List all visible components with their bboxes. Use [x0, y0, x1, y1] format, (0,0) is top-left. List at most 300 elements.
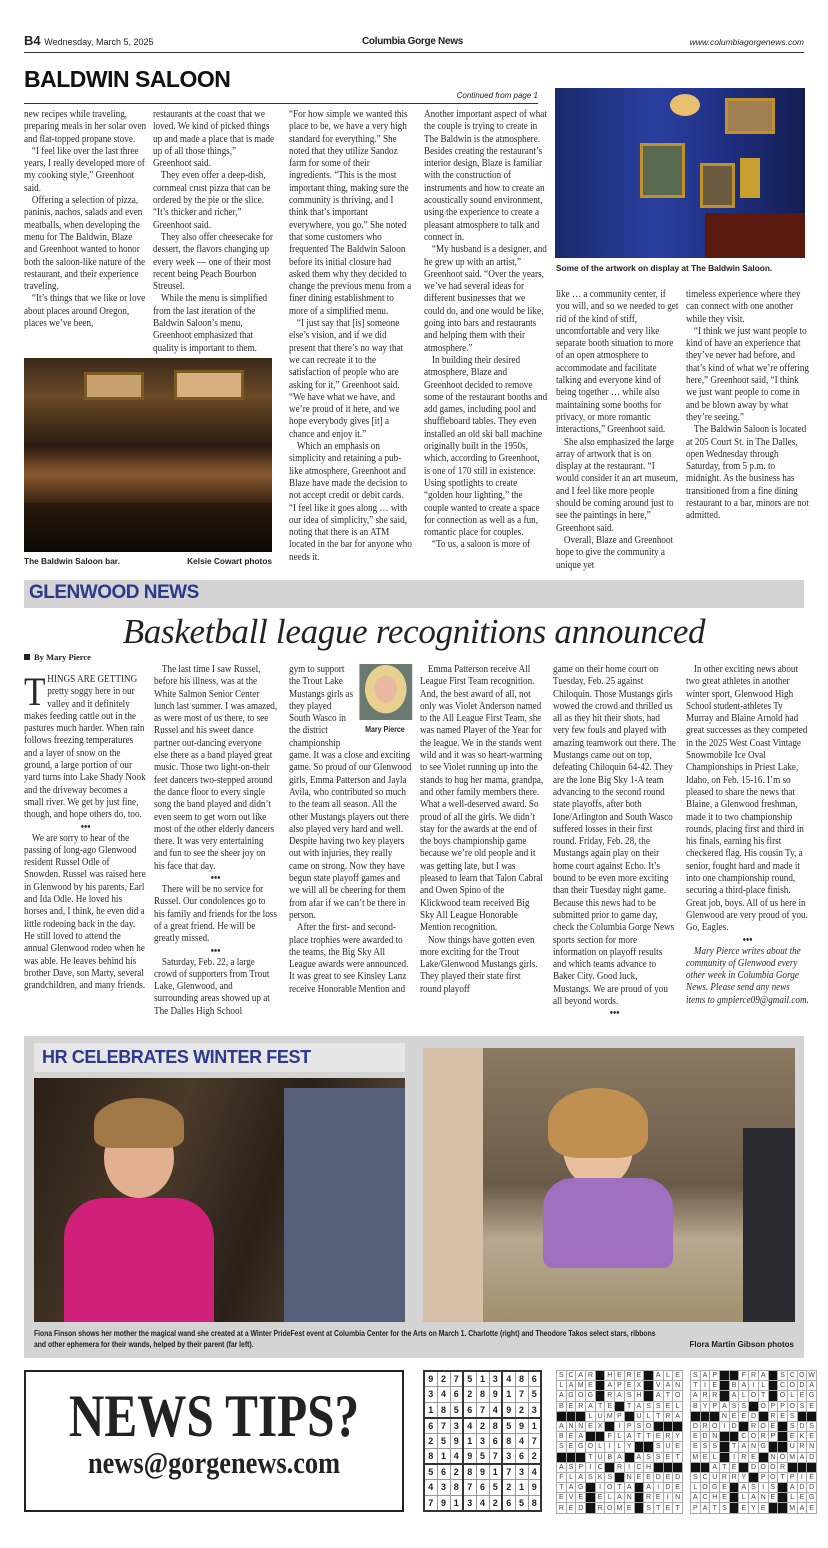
- sudoku-cell: 5: [502, 1418, 515, 1434]
- paragraph: gym to support the Trout Lake Mustangs girls as they played South Wasco in the district championship game. It was a close and exciting game. So proud of our Glenwood girls, Emma Patterson and Jayla Avila, who contributed so much to the team all season. All the other Mustangs players out there also played very hard and well. Despite having two key players out with injuries, they really came on strong. Now they have begun state playoff games and we will all be cheering for them from afar if we can’t be there in person.: [289, 664, 412, 921]
- crossword-cell: O: [586, 1442, 596, 1452]
- paragraph: In other exciting news about two great athletes in another winter sport, Glenwood High School student-athletes Ty Murray and Blaine Arnold had great successes as they competed in the 2025 West Coast Vintage Snowmobile Ice Oval Championships in Priest Lake, Idaho, on Feb. 15-16. I’m so pleased to share the news that Blaine, a Glenwood freshman, made it to two championship rounds, placing first and third in his finals, earning his first checkered flag. His cousin Ty, a senior, fought hard and made it into one championship round, securing a third-place finish. Great job, boys. All of us here in Glenwood are very proud of you. Go, Eagles.: [686, 664, 808, 934]
- crossword-cell: Y: [739, 1472, 749, 1482]
- paragraph: In building their desired atmosphere, Blaze and Greenhoot decided to remove some of the restaurant booths and add games, including pool and shuffleboard tables. They even installed an old ski ball machine originally built in the 1950s, which, according to Greenhoot, is one of 170 still in existence. Using spotlights to create “golden hour lighting,” the couple wanted to create a space for connection as well as a fun, romantic place for couples.: [424, 354, 548, 539]
- crossword-cell: M: [692, 1453, 699, 1461]
- crossword-cell: A: [663, 1381, 673, 1391]
- crossword-cell: O: [710, 1421, 720, 1431]
- paragraph: “My husband is a designer, and he grew up with an artist,” Greenhoot said. “Over the years, we’ve had several ideas for different businesses that we could do, and one would be like, going into bars and restaurants and helping them with their atmosphere.”: [424, 244, 547, 354]
- crossword-cell: D: [749, 1462, 759, 1472]
- black-square: [595, 1371, 605, 1381]
- crossword-cell: R: [749, 1421, 759, 1431]
- sudoku-cell: 9: [463, 1449, 476, 1465]
- crossword-cell: O: [576, 1391, 586, 1401]
- separator: •••: [210, 873, 221, 885]
- black-square: [691, 1462, 701, 1472]
- crossword-cell: K: [595, 1472, 605, 1482]
- crossword-cell: F: [739, 1371, 749, 1381]
- crossword-cell: R: [749, 1371, 759, 1381]
- crossword-cell: O: [605, 1503, 615, 1513]
- crossword-cell: A: [634, 1401, 644, 1411]
- crossword-cell: R: [758, 1432, 768, 1442]
- glenwood-col-5: [553, 664, 676, 1019]
- black-square: [586, 1483, 596, 1493]
- crossword-cell: E: [624, 1503, 634, 1513]
- crossword-cell: A: [797, 1452, 807, 1462]
- baldwin-col-5: [556, 289, 679, 572]
- sudoku-cell: 2: [437, 1371, 450, 1387]
- crossword-cell: L: [644, 1411, 654, 1421]
- news-tips-title: NEWS TIPS?: [68, 1383, 360, 1449]
- crossword-cell: S: [787, 1421, 797, 1431]
- black-square: [653, 1421, 663, 1431]
- crossword-cell: E: [797, 1493, 807, 1503]
- crossword-cell: A: [739, 1442, 749, 1452]
- crossword-cell: E: [729, 1411, 739, 1421]
- crossword-cell: U: [710, 1472, 720, 1482]
- glenwood-col-2: [154, 664, 277, 1018]
- crossword-cell: A: [624, 1483, 634, 1493]
- sudoku-cell: 6: [476, 1480, 489, 1496]
- crossword-cell: N: [758, 1493, 768, 1503]
- crossword-cell: O: [787, 1401, 797, 1411]
- crossword-cell: T: [710, 1503, 720, 1513]
- glenwood-col-1: [24, 669, 147, 992]
- crossword-cell: M: [606, 1412, 613, 1420]
- sudoku-cell: 1: [463, 1433, 476, 1449]
- black-square: [749, 1472, 759, 1482]
- crossword-cell: S: [739, 1401, 749, 1411]
- sudoku-cell: 7: [489, 1449, 502, 1465]
- sudoku-cell: 6: [437, 1464, 450, 1480]
- crossword-cell: O: [749, 1391, 759, 1401]
- crossword-cell: R: [624, 1371, 634, 1381]
- sudoku-cell: 4: [489, 1402, 502, 1418]
- crossword-cell: I: [758, 1483, 768, 1493]
- crossword-cell: L: [758, 1381, 768, 1391]
- paragraph: Saturday, Feb. 22, a large crowd of supporters from Trout Lake, Glenwood, and surrounding areas showed up at The Dalles High School: [154, 956, 270, 1017]
- crossword-cell: O: [797, 1371, 807, 1381]
- black-square: [720, 1432, 730, 1442]
- crossword-cell: A: [720, 1401, 730, 1411]
- news-tips-ad: [24, 1370, 404, 1512]
- paragraph: After the first- and second-place trophies were awarded to the teams, the Big Sky All League awards were announced. It was great to see Kinsley Lanz receive Honorable Mention and: [289, 922, 409, 995]
- crossword-cell: S: [557, 1442, 567, 1452]
- paper-name: Columbia Gorge News: [362, 36, 463, 47]
- paragraph: restaurants at the coast that we loved. We kind of picked things up and made a place that is made up of all those things,” Greenhoot said.: [153, 109, 275, 170]
- sudoku-cell: 2: [450, 1464, 463, 1480]
- paragraph: timeless experience where they can connect with one another while they visit.: [686, 289, 801, 325]
- crossword-cell: T: [615, 1483, 625, 1493]
- black-square: [778, 1493, 788, 1503]
- crossword-cell: A: [787, 1483, 797, 1493]
- black-square: [595, 1391, 605, 1401]
- black-square: [586, 1432, 596, 1442]
- paragraph: “For how simple we wanted this place to be, we have a very high standard for everything.” She noted that they utilize Sandoz farm for some of their ingredients. “This is the most important thing, making sure the community is thriving, and I think that’s important everywhere, you go.” She noted that some customers who frequented The Baldwin Saloon before its initial closure had asked them why they decided to change the previous menu from a finer dining establishment to more of a simplified menu.: [289, 109, 412, 317]
- crossword-cell: S: [586, 1472, 596, 1482]
- crossword-cell: A: [644, 1483, 654, 1493]
- crossword-cell: E: [673, 1442, 683, 1452]
- crossword-cell: R: [729, 1472, 739, 1482]
- drop-cap: T: [24, 669, 46, 714]
- sudoku-cell: 9: [528, 1480, 541, 1496]
- sudoku-cell: 9: [489, 1387, 502, 1403]
- crossword-cell: T: [691, 1381, 701, 1391]
- crossword-cell: S: [624, 1391, 634, 1401]
- paragraph: game on their home court on Tuesday, Feb. 25 against Chiloquin. Those Mustangs girls wowed the crowd and thrilled us all as they hit their shots, had very few fouls and played with amazing teamwork out there. The Mustangs came out on top, defeating Chiloquin 64-42. They are the lone Big Sky 1-A team advancing to the second round state playoffs, after both Ione/Arlington and South Wasco suffered losses in their first round. Friday, Feb. 28, the Mustangs again play on their home court against Echo. It’s bound to be even more exciting than their Tuesday night game. Because this news had to be submitted prior to game day, check the Columbia Gorge News sports section for more information on playoff results and which teams advance to Baker City. Good luck, Mustangs. We are proud of you all beyond words.: [553, 664, 676, 1008]
- sudoku-cell: 6: [424, 1418, 437, 1434]
- crossword-cell: P: [787, 1472, 797, 1482]
- paragraph: There will be no service for Russel. Our condolences go to his family and friends for the loss of a great friend. He will be greatly missed.: [154, 884, 277, 945]
- sudoku-cell: 8: [463, 1464, 476, 1480]
- author-tagline: Mary Pierce writes about the community of Glenwood every other week in Columbia Gorge News. Please send any news items to gmpierce09@gmail.com.: [686, 945, 809, 1006]
- crossword-cell: E: [624, 1381, 634, 1391]
- paragraph: “I just say that [is] someone else’s vision, and if we did present that there’s no way that we can recreate it to the satisfaction of people who are asking for it,” Greenhoot said. “We have what we have, and we’re proud of it here, and we hope everybody gives [it] a chance and enjoy it.”: [289, 318, 404, 440]
- sudoku-cell: 8: [489, 1418, 502, 1434]
- crossword-cell: E: [653, 1493, 663, 1503]
- lead-paragraph: [24, 669, 147, 822]
- paragraph: Another important aspect of what the couple is trying to create in The Baldwin is the atmosphere. Besides creating the restaurant’s interior design, Blaze is familiar with the construction of instruments and how to create an acoustically sound environment, using the experience to create a pleasant atmosphere to talk and connect in.: [424, 109, 547, 243]
- crossword-cell: I: [700, 1381, 710, 1391]
- crossword-cell: L: [787, 1493, 797, 1503]
- crossword-cell: R: [663, 1411, 673, 1421]
- artwork-photo-caption: Some of the artwork on display at The Baldwin Saloon.: [556, 263, 773, 273]
- crossword-cell: E: [739, 1411, 749, 1421]
- black-square: [634, 1483, 644, 1493]
- crossword-cell: P: [710, 1401, 720, 1411]
- crossword-cell: A: [807, 1381, 817, 1391]
- black-square: [720, 1391, 730, 1401]
- sudoku-cell: 2: [463, 1387, 476, 1403]
- crossword-cell: D: [729, 1421, 739, 1431]
- crossword-solution-1: [556, 1370, 683, 1514]
- crossword-cell: T: [673, 1503, 683, 1513]
- crossword-cell: E: [700, 1452, 710, 1462]
- crossword-cell: M: [789, 1504, 796, 1512]
- crossword-cell: T: [720, 1462, 730, 1472]
- crossword-cell: T: [557, 1483, 567, 1493]
- crossword-cell: T: [758, 1391, 768, 1401]
- crossword-cell: F: [605, 1432, 615, 1442]
- black-square: [566, 1452, 576, 1462]
- crossword-cell: T: [586, 1452, 596, 1462]
- crossword-cell: O: [673, 1391, 683, 1401]
- sudoku-cell: 1: [502, 1387, 515, 1403]
- crossword-cell: A: [557, 1421, 567, 1431]
- crossword-cell: S: [653, 1452, 663, 1462]
- crossword-cell: L: [586, 1411, 596, 1421]
- black-square: [557, 1411, 567, 1421]
- hr-banner: [34, 1043, 405, 1072]
- sudoku-cell: 2: [528, 1449, 541, 1465]
- crossword-cell: S: [644, 1452, 654, 1462]
- crossword-cell: H: [605, 1371, 615, 1381]
- crossword-cell: D: [576, 1503, 586, 1513]
- crossword-cell: A: [691, 1391, 701, 1401]
- crossword-cell: I: [605, 1442, 615, 1452]
- paragraph: We are sorry to hear of the passing of long-ago Glenwood resident Russel Odle of Snowden. Russel was raised here in Glenwood by his parents, Earl and Ida Odle. He loved his horses and, I think, he even did a little rodeoing back in the day. He still loved to attend the annual Glenwood rodeo when he was able. He leaves behind his brother Dave, son Marty, several grandchildren, and many friends.: [24, 832, 146, 992]
- crossword-cell: T: [634, 1432, 644, 1442]
- baldwin-col-3: [289, 109, 412, 564]
- sudoku-cell: 5: [489, 1480, 502, 1496]
- crossword-cell: O: [700, 1483, 710, 1493]
- crossword-cell: A: [566, 1381, 576, 1391]
- sudoku-cell: 2: [476, 1418, 489, 1434]
- crossword-cell: B: [605, 1452, 615, 1462]
- crossword-cell: O: [644, 1421, 654, 1431]
- crossword-cell: L: [673, 1401, 683, 1411]
- crossword-cell: R: [739, 1452, 749, 1462]
- crossword-cell: B: [557, 1401, 567, 1411]
- black-square: [586, 1493, 596, 1503]
- paper-url[interactable]: www.columbiagorgenews.com: [689, 37, 804, 47]
- crossword-cell: L: [595, 1442, 605, 1452]
- paragraph: “To us, a saloon is more of: [431, 539, 531, 551]
- crossword-cell: E: [691, 1432, 701, 1442]
- crossword-cell: S: [634, 1421, 644, 1431]
- black-square: [566, 1411, 576, 1421]
- black-square: [663, 1462, 673, 1472]
- crossword-cell: I: [797, 1472, 807, 1482]
- black-square: [758, 1411, 768, 1421]
- author-photo-block: [358, 664, 413, 736]
- black-square: [797, 1462, 807, 1472]
- black-square: [720, 1371, 730, 1381]
- crossword-cell: E: [673, 1371, 683, 1381]
- black-square: [624, 1411, 634, 1421]
- crossword-cell: N: [749, 1442, 759, 1452]
- black-square: [729, 1371, 739, 1381]
- crossword-cell: R: [700, 1391, 710, 1401]
- crossword-cell: V: [653, 1381, 663, 1391]
- crossword-cell: R: [778, 1462, 788, 1472]
- paragraph: “I think we just want people to kind of have an experience that they’ve never had before, and that’s kind of what we’re offering here,” Greenhoot said, “I think we just want people to come in and be blown away by what they’re seeing.”: [686, 325, 809, 423]
- crossword-cell: G: [576, 1442, 586, 1452]
- paragraph: “It’s things that we like or love about places around Oregon, places we’ve been,: [24, 293, 146, 330]
- crossword-cell: L: [557, 1381, 567, 1391]
- crossword-cell: A: [634, 1452, 644, 1462]
- black-square: [700, 1462, 710, 1472]
- crossword-cell: S: [720, 1503, 730, 1513]
- crossword-cell: P: [768, 1432, 778, 1442]
- paragraph: Overall, Blaze and Greenhoot hope to give the community a unique yet: [556, 534, 674, 571]
- crossword-cell: O: [758, 1462, 768, 1472]
- crossword-cell: N: [576, 1421, 586, 1431]
- crossword-cell: O: [778, 1452, 788, 1462]
- crossword-cell: U: [787, 1442, 797, 1452]
- black-square: [768, 1503, 778, 1513]
- crossword-cell: O: [758, 1421, 768, 1431]
- crossword-cell: E: [595, 1493, 605, 1503]
- crossword-cell: A: [653, 1391, 663, 1401]
- black-square: [729, 1503, 739, 1513]
- sudoku-cell: 4: [476, 1495, 489, 1511]
- crossword-cell: D: [797, 1381, 807, 1391]
- crossword-cell: A: [758, 1371, 768, 1381]
- crossword-cell: B: [691, 1401, 701, 1411]
- bar-photo: [24, 358, 272, 552]
- black-square: [768, 1442, 778, 1452]
- crossword-cell: O: [787, 1381, 797, 1391]
- folio: [24, 33, 153, 48]
- crossword-cell: D: [749, 1411, 759, 1421]
- sudoku-cell: 3: [450, 1418, 463, 1434]
- crossword-cell: O: [778, 1391, 788, 1401]
- sudoku-cell: 5: [424, 1464, 437, 1480]
- crossword-cell: E: [729, 1462, 739, 1472]
- crossword-cell: R: [663, 1432, 673, 1442]
- crossword-cell: S: [605, 1472, 615, 1482]
- baldwin-col-1: [24, 109, 147, 330]
- bar-photo-caption: The Baldwin Saloon bar.: [24, 556, 120, 566]
- black-square: [634, 1493, 644, 1503]
- separator: •••: [210, 945, 221, 957]
- black-square: [739, 1421, 749, 1431]
- crossword-cell: S: [644, 1401, 654, 1411]
- crossword-cell: E: [768, 1493, 778, 1503]
- crossword-cell: E: [557, 1493, 567, 1503]
- sudoku-cell: 8: [502, 1433, 515, 1449]
- crossword-cell: T: [778, 1472, 788, 1482]
- crossword-cell: L: [739, 1493, 749, 1503]
- black-square: [691, 1411, 701, 1421]
- crossword-cell: D: [797, 1483, 807, 1493]
- crossword-cell: E: [807, 1503, 817, 1513]
- crossword-cell: P: [691, 1503, 701, 1513]
- sudoku-cell: 7: [450, 1371, 463, 1387]
- crossword-cell: S: [710, 1442, 720, 1452]
- crossword-cell: R: [605, 1391, 615, 1401]
- glenwood-col-6: [686, 664, 809, 1007]
- crossword-cell: E: [634, 1472, 644, 1482]
- crossword-cell: A: [557, 1391, 567, 1401]
- sudoku-cell: 3: [476, 1433, 489, 1449]
- crossword-cell: A: [576, 1371, 586, 1381]
- crossword-cell: P: [624, 1421, 634, 1431]
- crossword-cell: O: [758, 1401, 768, 1411]
- crossword-cell: R: [586, 1371, 596, 1381]
- crossword-cell: E: [807, 1472, 817, 1482]
- black-square: [634, 1503, 644, 1513]
- sudoku-cell: 3: [528, 1402, 541, 1418]
- news-tips-email[interactable]: news@gorgenews.com: [87, 1445, 341, 1480]
- black-square: [673, 1421, 683, 1431]
- sudoku-cell: 4: [528, 1464, 541, 1480]
- crossword-cell: C: [778, 1381, 788, 1391]
- crossword-cell: G: [758, 1442, 768, 1452]
- crossword-cell: E: [566, 1432, 576, 1442]
- sudoku-cell: 7: [463, 1480, 476, 1496]
- sudoku-cell: 2: [424, 1433, 437, 1449]
- separator: •••: [609, 1008, 620, 1020]
- crossword-cell: N: [710, 1432, 720, 1442]
- crossword-cell: E: [787, 1432, 797, 1442]
- black-square: [576, 1452, 586, 1462]
- sudoku-cell: 5: [476, 1449, 489, 1465]
- crossword-cell: M: [789, 1453, 796, 1461]
- crossword-cell: D: [691, 1421, 701, 1431]
- crossword-cell: F: [557, 1472, 567, 1482]
- sudoku-cell: 4: [502, 1371, 515, 1387]
- crossword-cell: P: [768, 1401, 778, 1411]
- paragraph: Which an emphasis on simplicity and retaining a pub-like atmosphere, Greenhoot and Blaze have made the decision to not accept credit or debit cards. “I feel like it goes along … with our idea of simplicity,” she said, noting that there is an ATM located in the bar for anyone who needs it.: [289, 441, 412, 563]
- crossword-cell: L: [566, 1472, 576, 1482]
- black-square: [595, 1381, 605, 1391]
- crossword-cell: C: [700, 1472, 710, 1482]
- crossword-cell: Y: [624, 1442, 634, 1452]
- black-square: [700, 1411, 710, 1421]
- crossword-cell: T: [595, 1401, 605, 1411]
- crossword-cell: A: [615, 1493, 625, 1503]
- sudoku-cell: 4: [424, 1480, 437, 1496]
- sudoku-cell: 2: [515, 1402, 528, 1418]
- crossword-cell: P: [615, 1381, 625, 1391]
- crossword-cell: G: [586, 1391, 596, 1401]
- crossword-cell: W: [808, 1372, 815, 1380]
- crossword-cell: E: [634, 1371, 644, 1381]
- continued-note: Continued from page 1: [456, 91, 538, 100]
- crossword-cell: D: [673, 1472, 683, 1482]
- crossword-cell: E: [663, 1472, 673, 1482]
- sudoku-cell: 8: [424, 1449, 437, 1465]
- crossword-cell: A: [729, 1391, 739, 1401]
- black-square: [605, 1421, 615, 1431]
- black-square: [768, 1391, 778, 1401]
- glenwood-col-3: [289, 664, 412, 996]
- sudoku-cell: 1: [515, 1480, 528, 1496]
- crossword-cell: C: [739, 1432, 749, 1442]
- crossword-cell: G: [566, 1391, 576, 1401]
- sudoku-cell: 3: [424, 1387, 437, 1403]
- crossword-cell: E: [691, 1442, 701, 1452]
- hr-feature: [24, 1036, 804, 1358]
- crossword-cell: G: [710, 1483, 720, 1493]
- sudoku-cell: 1: [450, 1495, 463, 1511]
- crossword-cell: D: [653, 1472, 663, 1482]
- crossword-cell: I: [653, 1483, 663, 1493]
- black-square: [624, 1452, 634, 1462]
- crossword-cell: H: [634, 1391, 644, 1401]
- sudoku-cell: 7: [437, 1418, 450, 1434]
- black-square: [778, 1503, 788, 1513]
- artwork-photo: [555, 88, 805, 258]
- sudoku-cell: 8: [450, 1480, 463, 1496]
- crossword-cell: L: [739, 1391, 749, 1401]
- crossword-cell: S: [653, 1401, 663, 1411]
- crossword-cell: C: [700, 1493, 710, 1503]
- baldwin-col-6: [686, 289, 809, 523]
- crossword-cell: Y: [749, 1503, 759, 1513]
- sudoku-cell: 6: [502, 1495, 515, 1511]
- crossword-cell: E: [586, 1381, 596, 1391]
- sudoku-cell: 8: [528, 1495, 541, 1511]
- crossword-cell: E: [807, 1401, 817, 1411]
- crossword-cell: E: [566, 1503, 576, 1513]
- crossword-cell: E: [576, 1493, 586, 1503]
- black-square: [729, 1483, 739, 1493]
- crossword-cell: A: [576, 1472, 586, 1482]
- craft-table-photo: [423, 1048, 795, 1322]
- crossword-cell: I: [720, 1421, 730, 1431]
- crossword-cell: S: [700, 1442, 710, 1452]
- sudoku-cell: 5: [437, 1433, 450, 1449]
- crossword-cell: L: [615, 1432, 625, 1442]
- crossword-cell: E: [710, 1381, 720, 1391]
- crossword-cell: D: [797, 1421, 807, 1431]
- sudoku-cell: 4: [437, 1387, 450, 1403]
- crossword-cell: P: [576, 1462, 586, 1472]
- sudoku-cell: 3: [515, 1464, 528, 1480]
